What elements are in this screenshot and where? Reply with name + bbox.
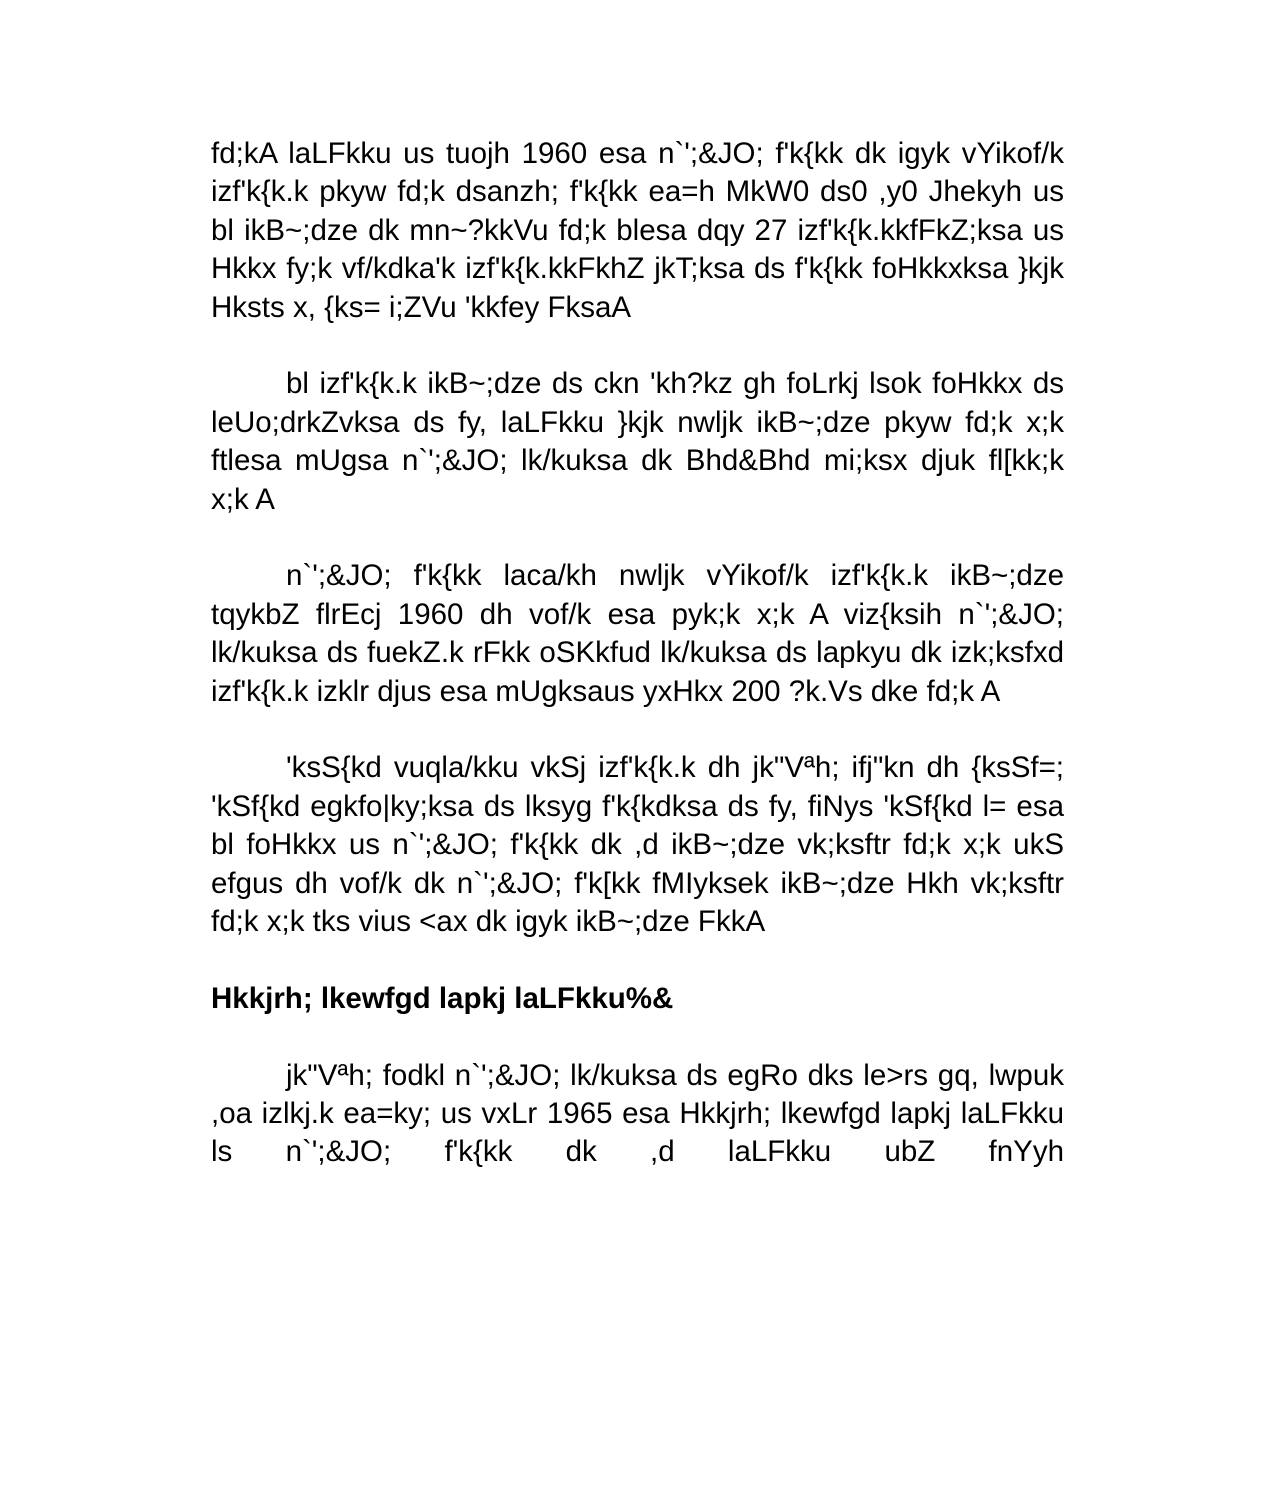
paragraph-3: n`';&JO; f'k{kk laca/kh nwljk vYikof/k izf'k{k.k ikB~;dze tqykbZ flrEcj 1960 dh vof/k esa pyk;k x;k A viz{ksih n`';&JO; lk/kuksa ds fuekZ.k rFkk oSKkfud lk/kuksa ds lapkyu dk izk;ksfxd izf'k{k.k izklr djus esa mUgksaus yxHkx 200 ?k.Vs dke fd;k A: [211, 559, 1064, 708]
section-heading: Hkkjrh; lkewfgd lapkj laLFkku%&: [211, 981, 674, 1015]
paragraph-4: 'ksS{kd vuqla/kku vkSj izf'k{k.k dh jk"Vªh; ifj"kn dh {ksSf=; 'kSf{kd egkfo|ky;ksa ds lksyg f'k{kdksa ds fy, fiNys 'kSf{kd l= esa bl foHkkx us n`';&JO; f'k{kk dk ,d ikB~;dze vk;ksftr fd;k x;k ukS efgus dh vof/k dk n`';&JO; f'k[kk fMIyksek ikB~;dze Hkh vk;ksftr fd;k x;k tks vius <ax dk igyk ikB~;dze FkkA: [211, 751, 1064, 939]
document-page: [211, 135, 1064, 1172]
paragraph-1: fd;kA laLFkku us tuojh 1960 esa n`';&JO; f'k{kk dk igyk vYikof/k izf'k{k.k pkyw fd;k dsanzh; f'k{kk ea=h MkW0 ds0 ,y0 Jhekyh us bl ikB~;dze dk mn~?kkVu fd;k blesa dqy 27 izf'k{k.kkfFkZ;ksa us Hkkx fy;k vf/kdka'k izf'k{k.kkFkhZ jkT;ksa ds f'k{kk foHkkxksa }kjk Hksts x, {ks= i;ZVu 'kkfey FksaA: [211, 137, 1064, 324]
paragraph-5: jk"Vªh; fodkl n`';&JO; lk/kuksa ds egRo dks le>rs gq, lwpuk ,oa izlkj.k ea=ky; us vxLr 1965 esa Hkkjrh; lkewfgd lapkj laLFkku ls n`';&JO; f'k{kk dk ,d laLFkku ubZ fnYyh: [211, 1058, 1064, 1169]
paragraph-2: bl izf'k{k.k ikB~;dze ds ckn 'kh?kz gh foLrkj lsok foHkkx ds leUo;drkZvksa ds fy, laLFkku }kjk nwljk ikB~;dze pkyw fd;k x;k ftlesa mUgsa n`';&JO; lk/kuksa dk Bhd&Bhd mi;ksx djuk fl[kk;k x;k A: [211, 367, 1064, 516]
